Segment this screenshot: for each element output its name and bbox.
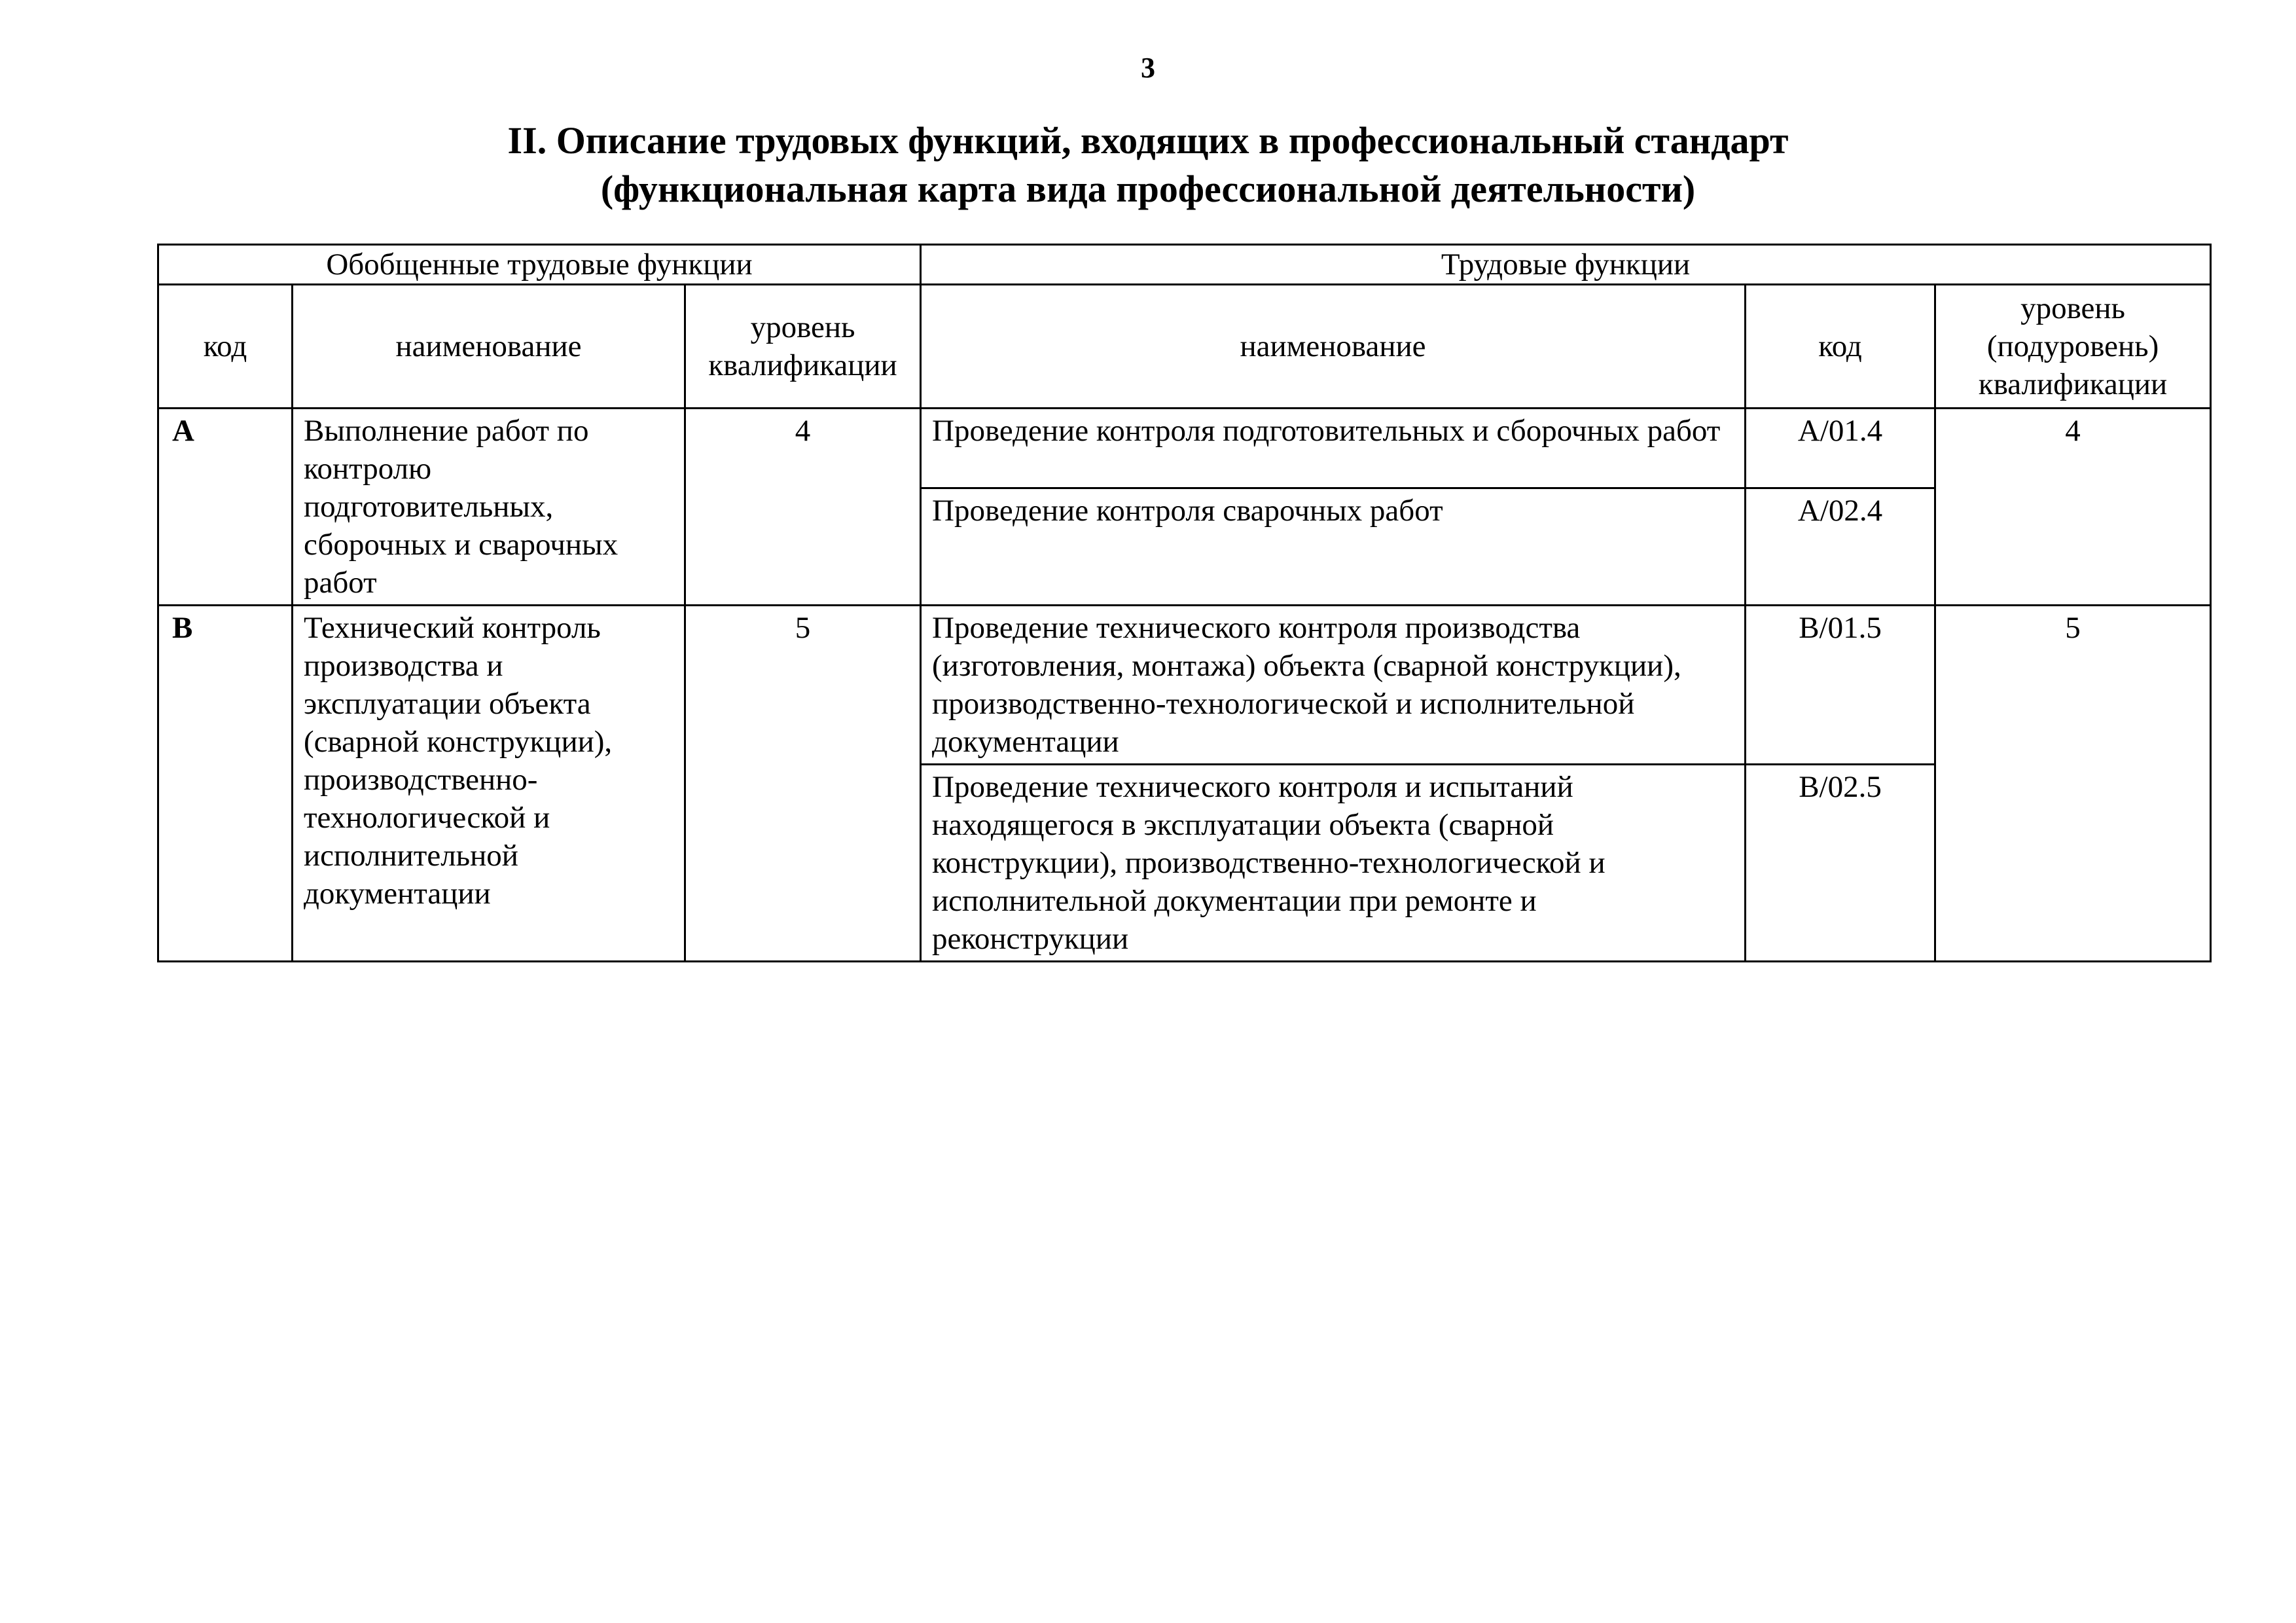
labor-function-level: 4 (1935, 409, 2211, 606)
header-gen-name: наименование (293, 285, 685, 409)
labor-function-code: B/01.5 (1746, 606, 1935, 765)
labor-function-level: 5 (1935, 606, 2211, 962)
gen-function-code: B (158, 606, 293, 962)
labor-function-code: A/02.4 (1746, 488, 1935, 606)
title-line-1: II. Описание трудовых функций, входящих в профессиональный стандарт (507, 119, 1789, 162)
labor-function-code: B/02.5 (1746, 765, 1935, 962)
table-row (158, 409, 2211, 488)
header-columns-row (158, 285, 2211, 409)
header-fn-code: код (1746, 285, 1935, 409)
labor-function-name: Проведение технического контроля и испытаний находящегося в эксплуатации объекта (сварной конструкции), производственно-технологической и исполнительной документации при ремонте и реконструкции (921, 765, 1746, 962)
header-gen-code: код (158, 285, 293, 409)
functional-map-table (157, 244, 2212, 962)
page-number: 3 (1141, 52, 1155, 84)
title-line-2: (функциональная карта вида профессиональной деятельности) (600, 168, 1696, 210)
gen-function-code: A (158, 409, 293, 606)
header-fn-level: уровень (подуровень) квалификации (1935, 285, 2211, 409)
gen-function-name: Технический контроль производства и эксплуатации объекта (сварной конструкции), производственно-технологической и исполнительной документации (293, 606, 685, 962)
header-gen-level: уровень квалификации (685, 285, 921, 409)
header-labor-functions: Трудовые функции (921, 245, 2211, 285)
table-row (158, 606, 2211, 765)
labor-function-name: Проведение контроля сварочных работ (921, 488, 1746, 606)
gen-function-name: Выполнение работ по контролю подготовительных, сборочных и сварочных работ (293, 409, 685, 606)
header-group-row (158, 245, 2211, 285)
page-title (0, 117, 2296, 213)
labor-function-code: A/01.4 (1746, 409, 1935, 488)
gen-function-level: 4 (685, 409, 921, 606)
labor-function-name: Проведение контроля подготовительных и сборочных работ (921, 409, 1746, 488)
gen-function-level: 5 (685, 606, 921, 962)
header-generalized-functions: Обобщенные трудовые функции (158, 245, 921, 285)
labor-function-name: Проведение технического контроля производства (изготовления, монтажа) объекта (сварной конструкции), производственно-технологической и исполнительной документации (921, 606, 1746, 765)
header-fn-name: наименование (921, 285, 1746, 409)
